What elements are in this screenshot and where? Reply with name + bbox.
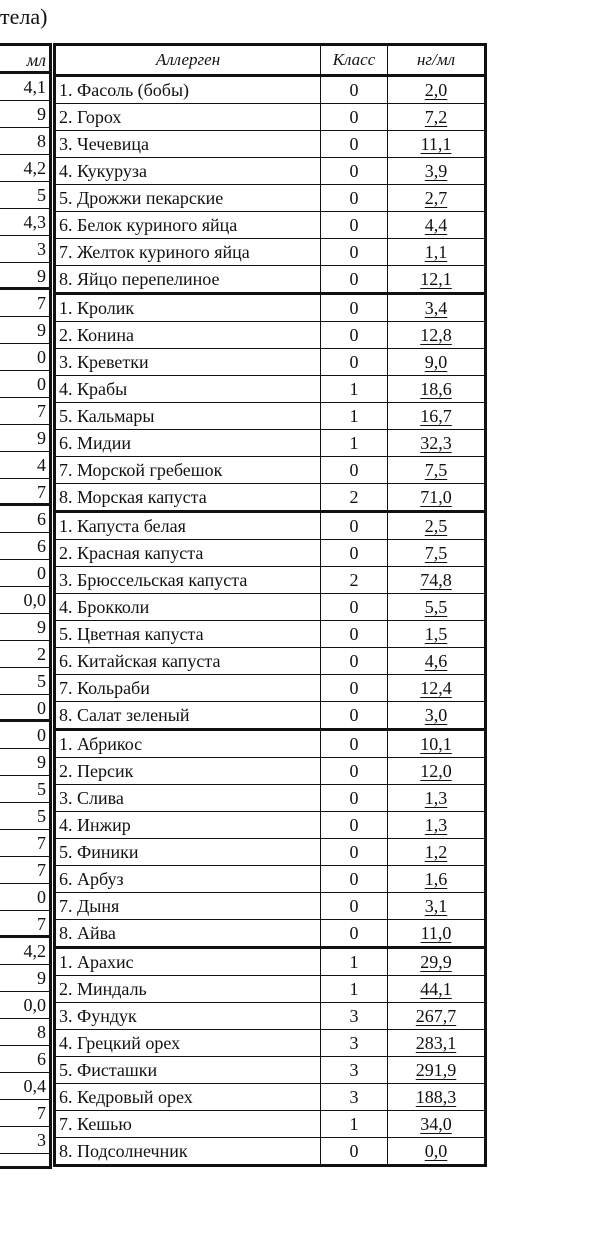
ng-ml-value: 1,6	[424, 869, 448, 889]
table-row	[55, 812, 486, 839]
ng-ml-value: 9,0	[424, 352, 448, 372]
allergen-cell: 5. Финики	[55, 839, 321, 866]
table-row	[55, 1084, 486, 1111]
allergen-cell: 1. Кролик	[55, 294, 321, 322]
allergen-cell: 3. Креветки	[55, 349, 321, 376]
ng-ml-value: 4,6	[424, 651, 448, 671]
table-body	[55, 76, 486, 1166]
class-cell: 0	[321, 158, 388, 185]
class-cell: 3	[321, 1030, 388, 1057]
allergen-cell: 1. Арахис	[55, 948, 321, 976]
allergen-cell: 7. Морской гребешок	[55, 457, 321, 484]
allergen-cell: 8. Яйцо перепелиное	[55, 266, 321, 294]
ng-ml-value: 1,5	[424, 624, 448, 644]
allergen-cell: 7. Желток куриного яйца	[55, 239, 321, 266]
left-value-cell: 8	[0, 128, 49, 155]
table-header-row	[55, 45, 486, 76]
table-row	[55, 702, 486, 730]
left-value-cell: 9	[0, 263, 49, 290]
allergen-cell: 1. Абрикос	[55, 730, 321, 758]
ng-ml-value: 4,4	[424, 215, 448, 235]
class-cell: 0	[321, 675, 388, 702]
allergen-cell: 1. Капуста белая	[55, 512, 321, 540]
class-cell: 0	[321, 812, 388, 839]
ng-ml-cell	[388, 1030, 486, 1057]
table-row	[55, 484, 486, 512]
ng-ml-cell	[388, 648, 486, 675]
ng-ml-cell	[388, 758, 486, 785]
ng-ml-cell	[388, 540, 486, 567]
ng-ml-value: 1,3	[424, 815, 448, 835]
class-cell: 0	[321, 893, 388, 920]
allergen-table	[53, 43, 487, 1167]
ng-ml-cell	[388, 785, 486, 812]
table-row	[55, 239, 486, 266]
allergen-cell: 7. Дыня	[55, 893, 321, 920]
left-value-cell: 5	[0, 803, 49, 830]
ng-ml-cell	[388, 567, 486, 594]
ng-ml-value: 283,1	[415, 1033, 457, 1053]
ng-ml-cell	[388, 893, 486, 920]
left-value-cell: 5	[0, 182, 49, 209]
left-value-cell: 7	[0, 398, 49, 425]
table-row	[55, 675, 486, 702]
table-row	[55, 648, 486, 675]
left-value-cell: 9	[0, 749, 49, 776]
allergen-cell: 4. Кукуруза	[55, 158, 321, 185]
left-value-cell: 2	[0, 641, 49, 668]
ng-ml-value: 74,8	[420, 570, 452, 590]
class-cell: 0	[321, 866, 388, 893]
class-cell: 0	[321, 512, 388, 540]
table-row	[55, 322, 486, 349]
ng-ml-value: 267,7	[415, 1006, 457, 1026]
ng-ml-cell	[388, 866, 486, 893]
allergen-cell: 6. Мидии	[55, 430, 321, 457]
class-cell: 2	[321, 484, 388, 512]
class-cell: 1	[321, 1111, 388, 1138]
allergen-cell: 4. Инжир	[55, 812, 321, 839]
left-value-cell: 4,2	[0, 155, 49, 182]
ng-ml-value: 5,5	[424, 597, 448, 617]
left-value-cell: 0	[0, 722, 49, 749]
class-cell: 0	[321, 185, 388, 212]
table-row	[55, 1057, 486, 1084]
left-value-cell: 7	[0, 911, 49, 938]
ng-ml-cell	[388, 1057, 486, 1084]
allergen-cell: 8. Подсолнечник	[55, 1138, 321, 1166]
left-value-cell: 9	[0, 101, 49, 128]
allergen-cell: 8. Айва	[55, 920, 321, 948]
ng-ml-cell	[388, 76, 486, 104]
class-cell: 0	[321, 76, 388, 104]
table-row	[55, 976, 486, 1003]
class-cell: 0	[321, 758, 388, 785]
table-row	[55, 104, 486, 131]
ng-ml-value: 11,0	[420, 923, 452, 943]
ng-ml-value: 1,3	[424, 788, 448, 808]
left-value-cell: 0	[0, 884, 49, 911]
ng-ml-cell	[388, 948, 486, 976]
class-cell: 3	[321, 1084, 388, 1111]
ng-ml-cell	[388, 185, 486, 212]
left-value-cell: 0,4	[0, 1073, 49, 1100]
left-value-cell: 8	[0, 1019, 49, 1046]
ng-ml-value: 188,3	[415, 1087, 457, 1107]
allergen-cell: 3. Чечевица	[55, 131, 321, 158]
table-caption-fragment: тела)	[0, 4, 48, 29]
ng-ml-value: 34,0	[420, 1114, 452, 1134]
class-cell: 0	[321, 702, 388, 730]
ng-ml-cell	[388, 131, 486, 158]
ng-ml-value: 2,0	[424, 80, 448, 100]
table-row	[55, 185, 486, 212]
table-row	[55, 920, 486, 948]
table-row	[55, 131, 486, 158]
ng-ml-value: 12,8	[420, 325, 452, 345]
allergen-cell: 2. Персик	[55, 758, 321, 785]
ng-ml-cell	[388, 920, 486, 948]
allergen-cell: 7. Кешью	[55, 1111, 321, 1138]
table-row	[55, 457, 486, 484]
ng-ml-cell	[388, 484, 486, 512]
ng-ml-value: 3,0	[424, 705, 448, 725]
left-value-cell: 9	[0, 965, 49, 992]
left-value-cell: 0	[0, 344, 49, 371]
ng-ml-cell	[388, 702, 486, 730]
class-cell: 0	[321, 730, 388, 758]
ng-ml-value: 2,7	[424, 188, 448, 208]
ng-ml-cell	[388, 730, 486, 758]
allergen-cell: 1. Фасоль (бобы)	[55, 76, 321, 104]
ng-ml-value: 7,2	[424, 107, 448, 127]
left-value-cell: 7	[0, 830, 49, 857]
table-row	[55, 1111, 486, 1138]
class-cell: 1	[321, 376, 388, 403]
ng-ml-cell	[388, 266, 486, 294]
class-cell: 0	[321, 266, 388, 294]
allergen-cell: 2. Красная капуста	[55, 540, 321, 567]
class-cell: 0	[321, 540, 388, 567]
left-value-cell: 7	[0, 479, 49, 506]
header-allergen: Аллерген	[55, 45, 321, 76]
left-value-cell: 9	[0, 317, 49, 344]
ng-ml-value: 10,1	[420, 734, 452, 754]
left-value-cell: 4,3	[0, 209, 49, 236]
left-value-cell: 0	[0, 371, 49, 398]
allergen-cell: 3. Фундук	[55, 1003, 321, 1030]
header-class: Класс	[321, 45, 388, 76]
ng-ml-cell	[388, 621, 486, 648]
ng-ml-value: 3,1	[424, 896, 448, 916]
allergen-cell: 2. Конина	[55, 322, 321, 349]
class-cell: 0	[321, 648, 388, 675]
ng-ml-value: 29,9	[420, 952, 452, 972]
class-cell: 1	[321, 430, 388, 457]
ng-ml-value: 12,1	[420, 269, 452, 289]
left-value-cell: 4,1	[0, 74, 49, 101]
class-cell: 0	[321, 349, 388, 376]
class-cell: 0	[321, 594, 388, 621]
table-row	[55, 730, 486, 758]
table-row	[55, 1030, 486, 1057]
ng-ml-value: 12,4	[420, 678, 452, 698]
allergen-cell: 7. Кольраби	[55, 675, 321, 702]
table-row	[55, 403, 486, 430]
class-cell: 0	[321, 621, 388, 648]
table-row	[55, 1003, 486, 1030]
table-row	[55, 540, 486, 567]
ng-ml-value: 3,4	[424, 298, 448, 318]
left-value-cell: 3	[0, 1127, 49, 1154]
table-row	[55, 294, 486, 322]
ng-ml-cell	[388, 104, 486, 131]
ng-ml-cell	[388, 594, 486, 621]
allergen-cell: 2. Миндаль	[55, 976, 321, 1003]
left-value-cell: 0,0	[0, 992, 49, 1019]
ng-ml-value: 71,0	[420, 487, 452, 507]
table-row	[55, 376, 486, 403]
class-cell: 2	[321, 567, 388, 594]
table-row	[55, 893, 486, 920]
allergen-cell: 6. Китайская капуста	[55, 648, 321, 675]
allergen-cell: 8. Морская капуста	[55, 484, 321, 512]
ng-ml-value: 1,2	[424, 842, 448, 862]
ng-ml-cell	[388, 322, 486, 349]
allergen-cell: 5. Дрожжи пекарские	[55, 185, 321, 212]
allergen-cell: 4. Брокколи	[55, 594, 321, 621]
class-cell: 1	[321, 403, 388, 430]
class-cell: 0	[321, 239, 388, 266]
ng-ml-value: 3,9	[424, 161, 448, 181]
ng-ml-cell	[388, 294, 486, 322]
allergen-cell: 5. Кальмары	[55, 403, 321, 430]
ng-ml-cell	[388, 1084, 486, 1111]
table-row	[55, 567, 486, 594]
left-value-cell: 7	[0, 1100, 49, 1127]
allergen-cell: 6. Арбуз	[55, 866, 321, 893]
table-row	[55, 212, 486, 239]
ng-ml-cell	[388, 239, 486, 266]
table-row	[55, 948, 486, 976]
table-row	[55, 76, 486, 104]
ng-ml-cell	[388, 212, 486, 239]
allergen-cell: 3. Брюссельская капуста	[55, 567, 321, 594]
table-row	[55, 430, 486, 457]
header-ng-ml: нг/мл	[388, 45, 486, 76]
ng-ml-value: 44,1	[420, 979, 452, 999]
ng-ml-cell	[388, 158, 486, 185]
ng-ml-value: 7,5	[424, 543, 448, 563]
table-row	[55, 349, 486, 376]
left-value-cell: 4	[0, 452, 49, 479]
class-cell: 3	[321, 1057, 388, 1084]
table-row	[55, 621, 486, 648]
ng-ml-value: 18,6	[420, 379, 452, 399]
left-value-cell: 0	[0, 695, 49, 722]
table-row	[55, 866, 486, 893]
class-cell: 0	[321, 457, 388, 484]
class-cell: 0	[321, 1138, 388, 1166]
ng-ml-value: 7,5	[424, 460, 448, 480]
left-value-cell: 5	[0, 668, 49, 695]
left-value-cell: 6	[0, 533, 49, 560]
left-column-header: мл	[0, 46, 49, 74]
allergen-cell: 8. Салат зеленый	[55, 702, 321, 730]
ng-ml-cell	[388, 457, 486, 484]
ng-ml-value: 12,0	[420, 761, 452, 781]
class-cell: 0	[321, 104, 388, 131]
class-cell: 1	[321, 976, 388, 1003]
allergen-cell: 4. Грецкий орех	[55, 1030, 321, 1057]
ng-ml-cell	[388, 349, 486, 376]
class-cell: 0	[321, 920, 388, 948]
ng-ml-value: 16,7	[420, 406, 452, 426]
ng-ml-cell	[388, 839, 486, 866]
table-row	[55, 1138, 486, 1166]
left-value-cell: 6	[0, 506, 49, 533]
table-row	[55, 785, 486, 812]
table-row	[55, 266, 486, 294]
allergen-cell: 6. Кедровый орех	[55, 1084, 321, 1111]
left-value-cell: 0,0	[0, 587, 49, 614]
ng-ml-cell	[388, 403, 486, 430]
left-value-cell: 6	[0, 1046, 49, 1073]
ng-ml-cell	[388, 1138, 486, 1166]
allergen-cell: 5. Фисташки	[55, 1057, 321, 1084]
table-row	[55, 594, 486, 621]
class-cell: 0	[321, 294, 388, 322]
left-value-cell: 3	[0, 236, 49, 263]
ng-ml-value: 1,1	[424, 242, 448, 262]
ng-ml-cell	[388, 812, 486, 839]
class-cell: 0	[321, 785, 388, 812]
table-row	[55, 839, 486, 866]
class-cell: 0	[321, 131, 388, 158]
allergen-cell: 3. Слива	[55, 785, 321, 812]
ng-ml-cell	[388, 376, 486, 403]
class-cell: 3	[321, 1003, 388, 1030]
ng-ml-cell	[388, 1003, 486, 1030]
allergen-cell: 6. Белок куриного яйца	[55, 212, 321, 239]
ng-ml-value: 2,5	[424, 516, 448, 536]
left-value-cell: 4,2	[0, 938, 49, 965]
allergen-cell: 5. Цветная капуста	[55, 621, 321, 648]
allergen-cell: 4. Крабы	[55, 376, 321, 403]
class-cell: 0	[321, 839, 388, 866]
left-value-cell: 7	[0, 290, 49, 317]
ng-ml-value: 291,9	[415, 1060, 457, 1080]
ng-ml-cell	[388, 675, 486, 702]
left-value-cell: 9	[0, 425, 49, 452]
left-value-cell: 9	[0, 614, 49, 641]
table-row	[55, 158, 486, 185]
left-value-cell: 7	[0, 857, 49, 884]
table-row	[55, 758, 486, 785]
allergen-cell: 2. Горох	[55, 104, 321, 131]
ng-ml-cell	[388, 512, 486, 540]
left-column-values	[0, 74, 49, 1154]
left-value-cell: 0	[0, 560, 49, 587]
ng-ml-cell	[388, 1111, 486, 1138]
left-table-fragment	[0, 43, 52, 1169]
ng-ml-cell	[388, 976, 486, 1003]
class-cell: 1	[321, 948, 388, 976]
ng-ml-value: 0,0	[424, 1141, 448, 1161]
table-row	[55, 512, 486, 540]
ng-ml-cell	[388, 430, 486, 457]
class-cell: 0	[321, 212, 388, 239]
ng-ml-value: 11,1	[420, 134, 452, 154]
ng-ml-value: 32,3	[420, 433, 452, 453]
left-value-cell: 5	[0, 776, 49, 803]
class-cell: 0	[321, 322, 388, 349]
